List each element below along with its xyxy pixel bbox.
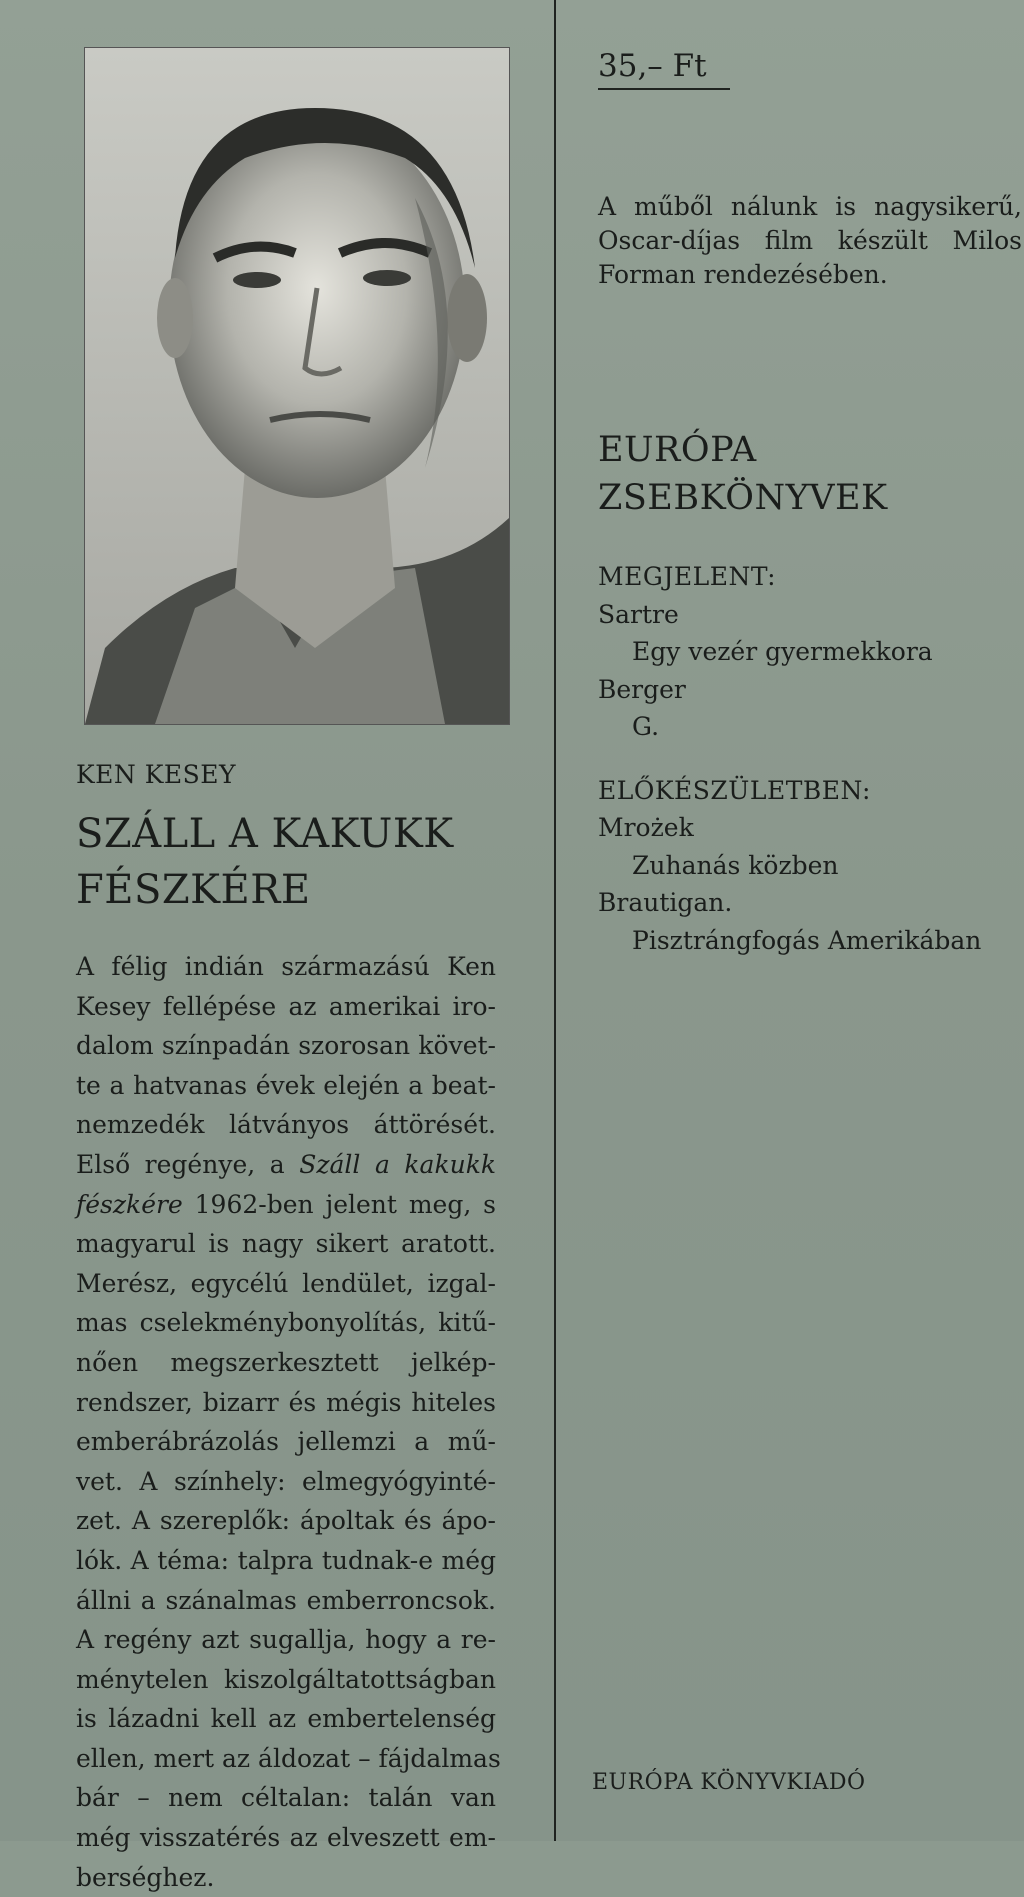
- forthcoming-heading: ELŐKÉSZÜLETBEN:: [598, 775, 871, 805]
- published-author: Sartre: [598, 599, 679, 629]
- description-line: ménytelen kiszolgáltatottságban: [76, 1664, 496, 1694]
- description-line: rendszer, bizarr és mégis hiteles: [76, 1387, 496, 1417]
- series-title: [598, 426, 888, 522]
- published-work: G.: [632, 712, 660, 741]
- forthcoming-author: Brautigan.: [598, 888, 733, 917]
- description-line: A félig indián származású Ken: [76, 952, 496, 981]
- series-list: [598, 558, 1024, 959]
- description-line: [76, 1185, 496, 1225]
- book-description: [76, 947, 501, 1897]
- description-italic-title: fészkére: [76, 1189, 183, 1219]
- description-line: zet. A szereplők: ápoltak és ápo-: [76, 1506, 496, 1536]
- description-line: még visszatérés az elveszett em-: [76, 1823, 496, 1853]
- description-line: dalom színpadán szorosan követ-: [76, 1031, 496, 1061]
- series-title-line: EURÓPA: [598, 430, 757, 470]
- book-title-line: FÉSZKÉRE: [76, 867, 311, 913]
- author-photo: [84, 47, 510, 725]
- published-work: Egy vezér gyermekkora: [632, 637, 933, 666]
- description-line: Kesey fellépése az amerikai iro-: [76, 991, 496, 1021]
- series-title-line: ZSEBKÖNYVEK: [598, 478, 888, 518]
- note-line: Oscar-díjas film készült Milos: [598, 226, 1022, 255]
- description-line: ellen, mert az áldozat – fájdalmas: [76, 1743, 501, 1773]
- description-line: nemzedék látványos áttörését.: [76, 1110, 496, 1140]
- author-portrait-image: [85, 48, 509, 724]
- published-heading: MEGJELENT:: [598, 562, 777, 591]
- description-line: bár – nem céltalan: talán van: [76, 1783, 496, 1813]
- forthcoming-work: Pisztrángfogás Amerikában: [632, 925, 982, 955]
- description-line: is lázadni kell az embertelenség: [76, 1704, 496, 1734]
- description-line: emberábrázolás jellemzi a mű-: [76, 1427, 496, 1457]
- description-text: Első regénye, a: [76, 1149, 300, 1179]
- description-line: magyarul is nagy sikert aratott.: [76, 1229, 496, 1259]
- description-line: lók. A téma: talpra tudnak-e még: [76, 1545, 496, 1575]
- film-note: [598, 190, 1022, 292]
- list-spacer: [598, 746, 1024, 772]
- book-title: [76, 806, 516, 918]
- description-line: berséghez.: [76, 1862, 215, 1892]
- book-title-line: SZÁLL A KAKUKK: [76, 811, 454, 857]
- published-author: Berger: [598, 674, 686, 704]
- description-line: A regény azt sugallja, hogy a re-: [76, 1625, 496, 1655]
- description-line: mas cselekménybonyolítás, kitű-: [76, 1308, 496, 1338]
- column-divider: [554, 0, 556, 1841]
- description-line: nően megszerkesztett jelkép-: [76, 1347, 496, 1377]
- description-line: Merész, egycélú lendület, izgal-: [76, 1268, 496, 1298]
- forthcoming-author: Mrożek: [598, 813, 694, 842]
- description-text: 1962-ben jelent meg, s: [182, 1189, 496, 1219]
- book-author: KEN KESEY: [76, 760, 237, 789]
- note-line: Forman rendezésében.: [598, 260, 888, 289]
- forthcoming-work: Zuhanás közben: [632, 850, 839, 880]
- price-label: 35,– Ft: [598, 48, 730, 90]
- publisher-name: EURÓPA KÖNYVKIADÓ: [592, 1770, 866, 1795]
- description-line: [76, 1145, 496, 1185]
- description-italic-title: Száll a kakukk: [299, 1149, 497, 1179]
- description-line: vet. A színhely: elmegyógyinté-: [76, 1466, 496, 1496]
- description-line: te a hatvanas évek elején a beat-: [76, 1070, 496, 1100]
- note-line: A műből nálunk is nagysikerű,: [598, 192, 1022, 221]
- description-line: állni a szánalmas emberroncsok.: [76, 1585, 496, 1615]
